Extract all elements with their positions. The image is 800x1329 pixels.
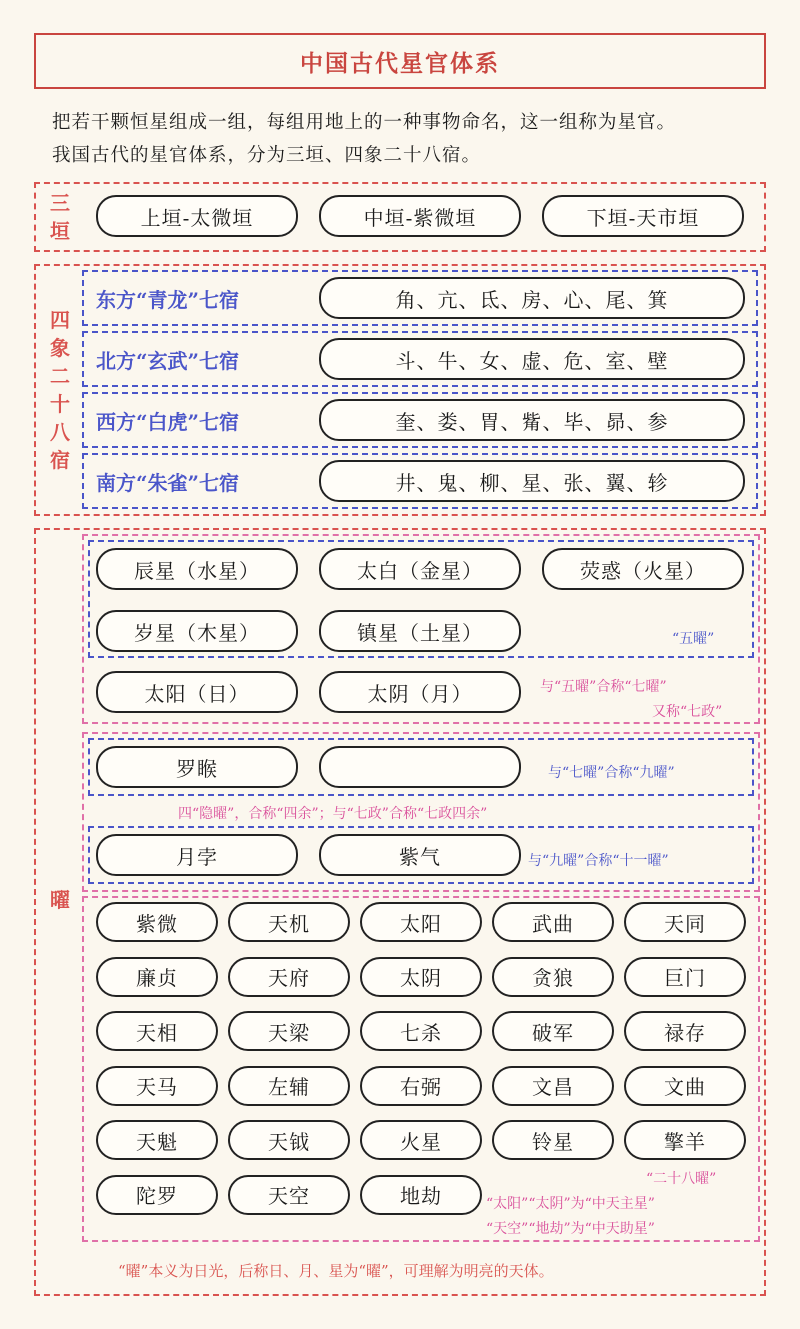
sanyuan-label-char-2: 垣 <box>50 219 70 243</box>
zhuxing-note: “太阳”“太阴”为“中天主星” <box>486 1196 655 1212</box>
sanyuan-item[interactable]: 上垣-太微垣 <box>96 195 298 237</box>
star-pill[interactable]: 地劫 <box>360 1175 482 1215</box>
star-pill[interactable]: 武曲 <box>492 902 614 942</box>
east-label: 东方“青龙”七宿 <box>96 287 240 312</box>
north-mansions[interactable]: 斗、牛、女、虚、危、室、壁 <box>319 338 745 380</box>
planet-mercury[interactable]: 辰星（水星） <box>96 548 298 590</box>
star-pill[interactable]: 铃星 <box>492 1120 614 1160</box>
star-pill[interactable]: 紫微 <box>96 902 218 942</box>
ershibayao-note: “二十八曜” <box>646 1171 717 1187</box>
qiyao-note: 与“五曜”合称“七曜” <box>540 679 667 695</box>
sixiang-label-char: 象 <box>50 336 70 360</box>
jiuyao-note: 与“七曜”合称“九曜” <box>548 765 675 781</box>
sanyuan-item[interactable]: 下垣-天市垣 <box>542 195 744 237</box>
sixiang-label-char: 八 <box>50 420 70 444</box>
planet-venus[interactable]: 太白（金星） <box>319 548 521 590</box>
sun-pill[interactable]: 太阳（日） <box>96 671 298 713</box>
star-pill[interactable]: 天机 <box>228 902 350 942</box>
sanyuan-label <box>40 186 80 248</box>
star-pill[interactable]: 火星 <box>360 1120 482 1160</box>
star-pill[interactable]: 天相 <box>96 1011 218 1051</box>
star-pill[interactable]: 文曲 <box>624 1066 746 1106</box>
star-pill[interactable]: 太阳 <box>360 902 482 942</box>
sixiang-label <box>40 268 80 512</box>
intro-line-1: 把若干颗恒星组成一组，每组用地上的一种事物命名，这一组称为星官。 <box>52 112 677 133</box>
south-mansions[interactable]: 井、鬼、柳、星、张、翼、轸 <box>319 460 745 502</box>
star-pill[interactable]: 天梁 <box>228 1011 350 1051</box>
star-pill[interactable]: 七杀 <box>360 1011 482 1051</box>
sixiang-label-char: 十 <box>50 392 70 416</box>
star-pill[interactable]: 贪狼 <box>492 957 614 997</box>
intro-line-2: 我国古代的星官体系，分为三垣、四象二十八宿。 <box>52 145 482 166</box>
planet-saturn[interactable]: 镇星（土星） <box>319 610 521 652</box>
planet-mars[interactable]: 荧惑（火星） <box>542 548 744 590</box>
sixiang-label-char: 二 <box>50 364 70 388</box>
shiyiyao-note: 与“九曜”合称“十一曜” <box>528 853 669 869</box>
star-pill[interactable]: 天府 <box>228 957 350 997</box>
star-pill[interactable]: 陀罗 <box>96 1175 218 1215</box>
west-label: 西方“白虎”七宿 <box>96 409 240 434</box>
sixiang-label-char: 宿 <box>50 448 70 472</box>
siyu-note: 四“隐曜”，合称“四余”；与“七政”合称“七政四余” <box>178 806 488 822</box>
south-label: 南方“朱雀”七宿 <box>96 470 240 495</box>
footer-note: “曜”本义为日光，后称日、月、星为“曜”，可理解为明亮的天体。 <box>118 1262 554 1280</box>
star-pill[interactable]: 右弼 <box>360 1066 482 1106</box>
star-pill[interactable]: 廉贞 <box>96 957 218 997</box>
star-pill[interactable]: 天同 <box>624 902 746 942</box>
star-pill[interactable]: 天钺 <box>228 1120 350 1160</box>
yao-label: 曜 <box>50 888 70 912</box>
hidden-star-ziqi[interactable]: 紫气 <box>319 834 521 876</box>
qizheng-note: 又称“七政” <box>652 704 723 720</box>
star-pill[interactable]: 天空 <box>228 1175 350 1215</box>
moon-pill[interactable]: 太阴（月） <box>319 671 521 713</box>
sanyuan-item[interactable]: 中垣-紫微垣 <box>319 195 521 237</box>
star-pill[interactable]: 巨门 <box>624 957 746 997</box>
page-title: 中国古代星官体系 <box>34 33 766 89</box>
star-pill[interactable]: 太阴 <box>360 957 482 997</box>
north-label: 北方“玄武”七宿 <box>96 348 240 373</box>
hidden-star-luohou[interactable]: 罗睺 <box>96 746 298 788</box>
star-pill[interactable]: 擎羊 <box>624 1120 746 1160</box>
star-pill[interactable]: 文昌 <box>492 1066 614 1106</box>
east-mansions[interactable]: 角、亢、氐、房、心、尾、箕 <box>319 277 745 319</box>
star-pill[interactable]: 破军 <box>492 1011 614 1051</box>
hidden-star-blank[interactable] <box>319 746 521 788</box>
star-pill[interactable]: 左辅 <box>228 1066 350 1106</box>
star-pill[interactable]: 天魁 <box>96 1120 218 1160</box>
wuyao-note: “五曜” <box>672 631 715 647</box>
hidden-star-yuebei[interactable]: 月孛 <box>96 834 298 876</box>
west-mansions[interactable]: 奎、娄、胃、觜、毕、昴、参 <box>319 399 745 441</box>
sanyuan-label-char-1: 三 <box>50 191 70 215</box>
zhuxing2-note: “天空”“地劫”为“中天助星” <box>486 1221 655 1237</box>
planet-jupiter[interactable]: 岁星（木星） <box>96 610 298 652</box>
sixiang-label-char: 四 <box>50 308 70 332</box>
star-pill[interactable]: 禄存 <box>624 1011 746 1051</box>
star-pill[interactable]: 天马 <box>96 1066 218 1106</box>
